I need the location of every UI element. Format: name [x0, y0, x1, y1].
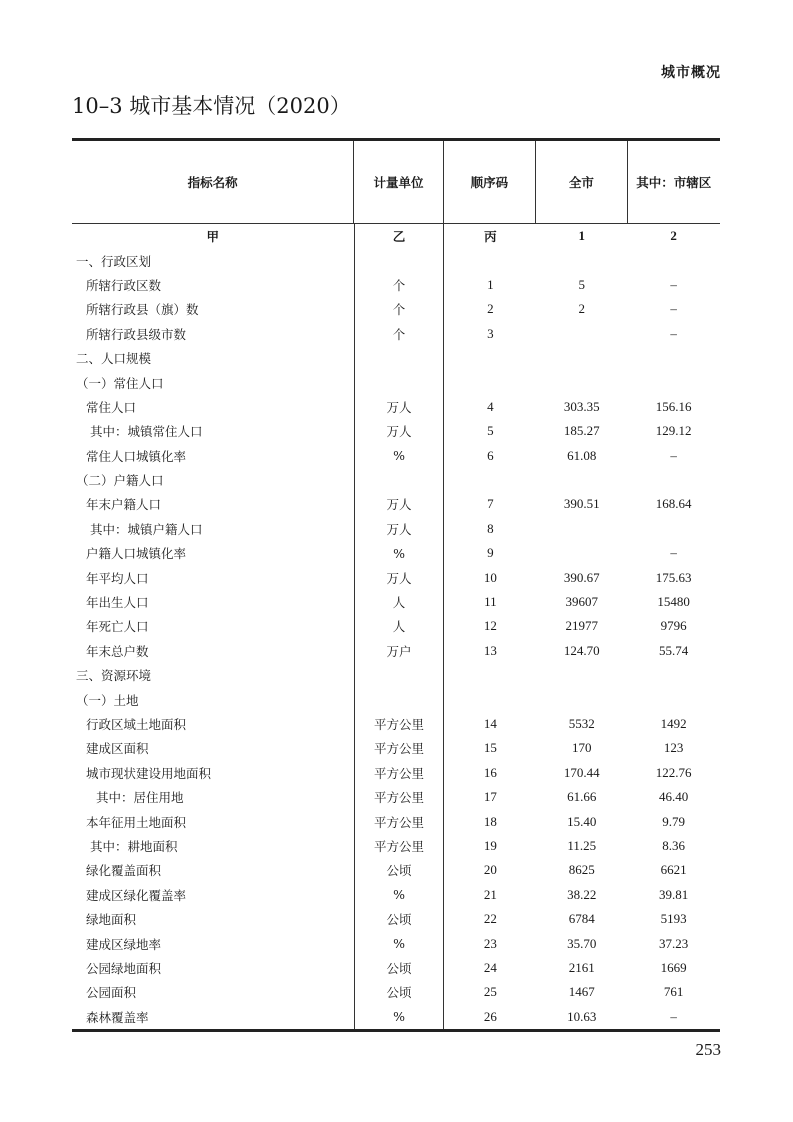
- indicator-name: 三、资源环境: [72, 663, 355, 687]
- district-value: [627, 517, 720, 541]
- city-total-value: [536, 322, 627, 346]
- table-row: [72, 297, 720, 321]
- city-total-value: 124.70: [563, 642, 600, 658]
- table-body: [72, 224, 720, 1029]
- table-row: [72, 907, 720, 931]
- indicator-name: （一）常住人口: [72, 370, 355, 394]
- indicator-name: 所辖行政县级市数: [72, 322, 355, 346]
- sequence-code: 14: [483, 716, 497, 731]
- city-total-value: 35.70: [567, 935, 597, 951]
- page-number: 253: [695, 1040, 721, 1059]
- city-total-value: [536, 248, 627, 272]
- unit: %: [355, 883, 445, 907]
- indicator-name: 年平均人口: [72, 565, 355, 589]
- sequence-code: 25: [483, 984, 497, 1000]
- indicator-name: 绿化覆盖面积: [72, 858, 355, 882]
- sequence-code: 2: [487, 301, 494, 317]
- unit: [355, 346, 445, 370]
- code-row-city: 1: [578, 228, 585, 244]
- unit: %: [355, 931, 445, 955]
- sequence-code: 6: [487, 447, 494, 463]
- indicator-name: 建成区绿地率: [72, 931, 355, 955]
- district-value: 6621: [660, 862, 687, 878]
- sequence-code: 11: [484, 594, 497, 610]
- header-city-total: 全市: [536, 141, 627, 223]
- city-total-value: 2161: [568, 959, 595, 975]
- code-row-code: 丙: [484, 229, 497, 245]
- sequence-code: 15: [483, 740, 497, 756]
- unit: 平方公里: [355, 712, 445, 736]
- city-total-value: 61.66: [567, 789, 597, 805]
- district-value: –: [670, 276, 677, 292]
- header-code: 顺序码: [444, 141, 536, 223]
- table-row: [72, 346, 720, 370]
- indicator-name: 户籍人口城镇化率: [72, 541, 355, 565]
- indicator-name: 公园绿地面积: [72, 956, 355, 980]
- district-value: 5193: [660, 911, 687, 927]
- district-value: [627, 468, 720, 492]
- indicator-name: 建成区面积: [72, 736, 355, 760]
- unit: 个: [355, 273, 445, 297]
- unit: 万人: [355, 419, 445, 443]
- district-value: 129.12: [655, 423, 692, 439]
- table-row: [72, 273, 720, 297]
- city-total-value: [536, 346, 627, 370]
- district-value: [627, 346, 720, 370]
- table-row: [72, 761, 720, 785]
- unit: [355, 663, 445, 687]
- city-total-value: [536, 517, 627, 541]
- district-value: –: [670, 447, 677, 463]
- district-value: 55.74: [658, 642, 689, 658]
- city-total-value: 5: [578, 276, 585, 292]
- table-row: [72, 883, 720, 907]
- city-total-value: 21977: [565, 618, 598, 634]
- table-row: [72, 492, 720, 516]
- sequence-code: 19: [483, 837, 497, 853]
- unit: 万人: [355, 395, 445, 419]
- city-total-value: 2: [578, 301, 585, 317]
- table-row: [72, 614, 720, 638]
- table-row: [72, 517, 720, 541]
- indicator-name: （二）户籍人口: [72, 468, 355, 492]
- indicator-name: 年末总户数: [72, 639, 355, 663]
- district-value: –: [670, 301, 677, 317]
- indicator-name: 森林覆盖率: [72, 1005, 355, 1029]
- sequence-code: 23: [483, 935, 497, 951]
- district-value: 761: [663, 984, 684, 1000]
- table-row: [72, 956, 720, 980]
- table-row: [72, 809, 720, 833]
- indicator-name: 二、人口规模: [72, 346, 355, 370]
- indicator-name: 其中：城镇户籍人口: [72, 517, 355, 541]
- sequence-code: 9: [487, 545, 494, 561]
- sequence-code: 7: [487, 496, 494, 512]
- unit: 个: [355, 297, 445, 321]
- unit: %: [355, 444, 445, 468]
- table-header: [72, 141, 720, 224]
- indicator-name: 行政区域土地面积: [72, 712, 355, 736]
- sequence-code: [444, 248, 536, 272]
- city-total-value: 303.35: [563, 398, 600, 414]
- table-row: [72, 565, 720, 589]
- table-row: [72, 419, 720, 443]
- code-row-district: 2: [670, 228, 677, 244]
- city-total-value: 390.51: [563, 496, 600, 512]
- sequence-code: 5: [487, 423, 494, 439]
- sequence-code: 10: [483, 569, 497, 585]
- indicator-name: 公园面积: [72, 980, 355, 1004]
- table-row: [72, 663, 720, 687]
- sequence-code: [444, 663, 536, 687]
- table-row: [72, 687, 720, 711]
- sequence-code: 24: [483, 959, 497, 975]
- table-row: [72, 1005, 720, 1029]
- unit: [355, 468, 445, 492]
- unit: 万人: [355, 517, 445, 541]
- indicator-name: 其中：城镇常住人口: [72, 419, 355, 443]
- city-total-value: [536, 370, 627, 394]
- city-total-value: 38.22: [567, 886, 597, 902]
- table-row: [72, 785, 720, 809]
- table-title: 10–3 城市基本情况（2020）: [72, 94, 351, 118]
- district-value: [627, 663, 720, 687]
- header-indicator-name: 指标名称: [72, 141, 354, 223]
- sequence-code: 12: [483, 618, 497, 634]
- district-value: 175.63: [655, 569, 692, 585]
- header-unit: 计量单位: [354, 141, 443, 223]
- sequence-code: [444, 468, 536, 492]
- indicator-name: 绿地面积: [72, 907, 355, 931]
- table-row: [72, 444, 720, 468]
- unit: 公顷: [355, 980, 445, 1004]
- unit: 人: [355, 614, 445, 638]
- unit: 个: [355, 322, 445, 346]
- sequence-code: [444, 346, 536, 370]
- sequence-code: 16: [483, 764, 497, 780]
- table-row: [72, 639, 720, 663]
- district-value: 15480: [657, 594, 690, 610]
- indicator-name: 其中：耕地面积: [72, 834, 355, 858]
- unit: 人: [355, 590, 445, 614]
- district-value: 39.81: [658, 886, 689, 902]
- unit: [355, 370, 445, 394]
- header-district: 其中：市辖区: [636, 175, 712, 190]
- indicator-name: 本年征用土地面积: [72, 809, 355, 833]
- unit: 万户: [355, 639, 445, 663]
- sequence-code: 4: [487, 398, 494, 414]
- unit: 平方公里: [355, 761, 445, 785]
- district-value: –: [670, 1008, 677, 1024]
- table-row: [72, 736, 720, 760]
- table-row: [72, 468, 720, 492]
- district-value: 156.16: [655, 398, 692, 414]
- table-row: [72, 322, 720, 346]
- district-value: 9.79: [662, 813, 685, 829]
- indicator-name: 年出生人口: [72, 590, 355, 614]
- unit: 平方公里: [355, 736, 445, 760]
- city-total-value: 6784: [568, 911, 595, 927]
- sequence-code: 20: [483, 862, 497, 878]
- table-row: [72, 980, 720, 1004]
- code-row: [72, 224, 720, 248]
- bottom-rule: [72, 1029, 720, 1032]
- code-row-unit: 乙: [355, 224, 445, 248]
- city-total-value: [536, 687, 627, 711]
- table-row: [72, 834, 720, 858]
- district-value: 8.36: [662, 837, 685, 853]
- unit: %: [355, 541, 445, 565]
- indicator-name: 常住人口城镇化率: [72, 444, 355, 468]
- sequence-code: 22: [483, 911, 497, 927]
- table-row: [72, 931, 720, 955]
- unit: 万人: [355, 492, 445, 516]
- district-value: –: [670, 325, 677, 341]
- city-total-value: 15.40: [567, 813, 597, 829]
- sequence-code: [444, 687, 536, 711]
- district-value: 122.76: [655, 764, 692, 780]
- sequence-code: [444, 370, 536, 394]
- indicator-name: 城市现状建设用地面积: [72, 761, 355, 785]
- city-total-value: [536, 663, 627, 687]
- city-total-value: 11.25: [567, 837, 597, 853]
- district-value: 123: [663, 740, 684, 756]
- indicator-name: 常住人口: [72, 395, 355, 419]
- table-row: [72, 858, 720, 882]
- sequence-code: 18: [483, 813, 497, 829]
- district-value: 168.64: [655, 496, 692, 512]
- running-head: 城市概况: [661, 65, 721, 81]
- sequence-code: 1: [487, 276, 494, 292]
- table-row: [72, 395, 720, 419]
- district-value: –: [670, 545, 677, 561]
- unit: 平方公里: [355, 785, 445, 809]
- city-total-value: 1467: [568, 984, 595, 1000]
- unit: 公顷: [355, 858, 445, 882]
- city-total-value: 5532: [568, 716, 595, 731]
- district-value: 1669: [660, 959, 687, 975]
- district-value: 46.40: [658, 789, 689, 805]
- indicator-name: 其中：居住用地: [72, 785, 355, 809]
- table-row: [72, 370, 720, 394]
- table-row: [72, 248, 720, 272]
- sequence-code: 21: [483, 886, 497, 902]
- table-row: [72, 590, 720, 614]
- indicator-name: 所辖行政区数: [72, 273, 355, 297]
- statistics-table: [72, 138, 720, 1032]
- sequence-code: 26: [483, 1008, 497, 1024]
- district-value: [627, 248, 720, 272]
- city-total-value: 390.67: [563, 569, 600, 585]
- indicator-name: 一、行政区划: [72, 248, 355, 272]
- city-total-value: [536, 468, 627, 492]
- district-value: 37.23: [658, 935, 689, 951]
- code-row-name: 甲: [72, 224, 355, 248]
- indicator-name: 所辖行政县（旗）数: [72, 297, 355, 321]
- unit: %: [355, 1005, 445, 1029]
- city-total-value: 170: [571, 740, 592, 756]
- city-total-value: 61.08: [567, 447, 597, 463]
- unit: 平方公里: [355, 834, 445, 858]
- city-total-value: 170.44: [563, 764, 600, 780]
- unit: [355, 687, 445, 711]
- sequence-code: 3: [487, 325, 494, 341]
- district-value: 9796: [660, 618, 687, 634]
- table-row: [72, 712, 720, 736]
- sequence-code: 17: [483, 789, 497, 805]
- sequence-code: 8: [487, 520, 494, 536]
- city-total-value: 10.63: [567, 1008, 597, 1024]
- unit: 万人: [355, 565, 445, 589]
- city-total-value: 185.27: [563, 423, 600, 439]
- indicator-name: 年死亡人口: [72, 614, 355, 638]
- unit: 平方公里: [355, 809, 445, 833]
- unit: 公顷: [355, 907, 445, 931]
- city-total-value: 8625: [568, 862, 595, 878]
- city-total-value: 39607: [565, 594, 598, 610]
- district-value: 1492: [660, 716, 687, 731]
- table-row: [72, 541, 720, 565]
- indicator-name: （一）土地: [72, 687, 355, 711]
- unit: [355, 248, 445, 272]
- district-value: [627, 370, 720, 394]
- city-total-value: [536, 541, 627, 565]
- indicator-name: 年末户籍人口: [72, 492, 355, 516]
- indicator-name: 建成区绿化覆盖率: [72, 883, 355, 907]
- district-value: [627, 687, 720, 711]
- sequence-code: 13: [483, 642, 497, 658]
- unit: 公顷: [355, 956, 445, 980]
